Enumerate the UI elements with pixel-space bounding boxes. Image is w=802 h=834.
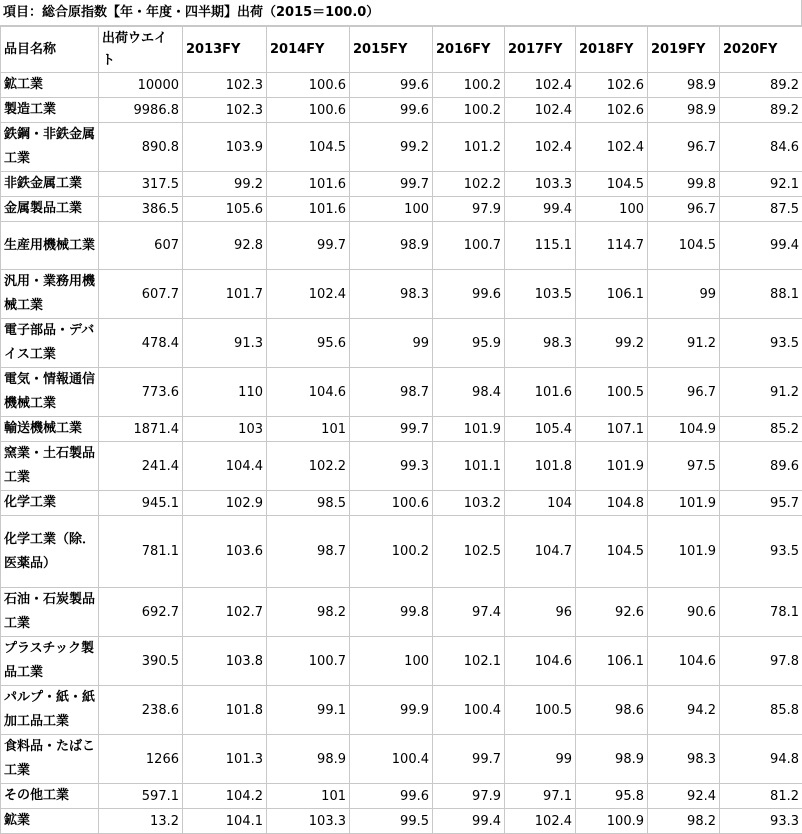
row-value-2013fy: 103.6 bbox=[183, 516, 267, 588]
row-value-2016fy: 97.4 bbox=[433, 588, 505, 637]
row-item-name: 化学工業（除．医薬品） bbox=[1, 516, 99, 588]
row-value-2014fy: 95.6 bbox=[267, 319, 350, 368]
table-row bbox=[1, 588, 802, 637]
row-weight: 10000 bbox=[99, 73, 183, 98]
row-value-2016fy: 97.9 bbox=[433, 784, 505, 809]
row-value-2018fy: 92.6 bbox=[576, 588, 648, 637]
row-item-name: 輸送機械工業 bbox=[1, 417, 99, 442]
row-value-2013fy: 99.2 bbox=[183, 172, 267, 197]
row-item-name: 石油・石炭製品工業 bbox=[1, 588, 99, 637]
row-value-2013fy: 104.1 bbox=[183, 809, 267, 834]
row-value-2013fy: 101.3 bbox=[183, 735, 267, 784]
row-value-2019fy: 99.8 bbox=[648, 172, 720, 197]
row-value-2013fy: 103.9 bbox=[183, 123, 267, 172]
row-value-2019fy: 98.3 bbox=[648, 735, 720, 784]
row-value-2017fy: 99.4 bbox=[505, 197, 576, 222]
row-value-2020fy: 92.1 bbox=[720, 172, 802, 197]
row-value-2018fy: 102.6 bbox=[576, 98, 648, 123]
header-row bbox=[1, 27, 802, 73]
row-weight: 238.6 bbox=[99, 686, 183, 735]
row-value-2020fy: 89.6 bbox=[720, 442, 802, 491]
header-2018fy: 2018FY bbox=[576, 27, 648, 73]
row-weight: 692.7 bbox=[99, 588, 183, 637]
row-value-2015fy: 99.7 bbox=[350, 172, 433, 197]
row-value-2014fy: 102.2 bbox=[267, 442, 350, 491]
row-value-2020fy: 81.2 bbox=[720, 784, 802, 809]
row-value-2018fy: 106.1 bbox=[576, 270, 648, 319]
row-value-2017fy: 102.4 bbox=[505, 98, 576, 123]
row-value-2015fy: 98.3 bbox=[350, 270, 433, 319]
row-value-2018fy: 106.1 bbox=[576, 637, 648, 686]
row-weight: 390.5 bbox=[99, 637, 183, 686]
row-value-2015fy: 99 bbox=[350, 319, 433, 368]
table-row bbox=[1, 686, 802, 735]
table-row bbox=[1, 491, 802, 516]
row-value-2020fy: 88.1 bbox=[720, 270, 802, 319]
header-weight: 出荷ウエイト bbox=[99, 27, 183, 73]
row-value-2018fy: 95.8 bbox=[576, 784, 648, 809]
row-value-2017fy: 102.4 bbox=[505, 809, 576, 834]
row-value-2017fy: 105.4 bbox=[505, 417, 576, 442]
table-row bbox=[1, 784, 802, 809]
table-row bbox=[1, 417, 802, 442]
row-value-2018fy: 100 bbox=[576, 197, 648, 222]
header-2014fy: 2014FY bbox=[267, 27, 350, 73]
row-value-2013fy: 102.9 bbox=[183, 491, 267, 516]
row-value-2013fy: 102.7 bbox=[183, 588, 267, 637]
row-value-2015fy: 99.9 bbox=[350, 686, 433, 735]
row-value-2014fy: 101 bbox=[267, 784, 350, 809]
row-value-2016fy: 100.7 bbox=[433, 222, 505, 270]
row-value-2014fy: 98.9 bbox=[267, 735, 350, 784]
row-value-2016fy: 99.6 bbox=[433, 270, 505, 319]
row-value-2019fy: 104.9 bbox=[648, 417, 720, 442]
table-row bbox=[1, 637, 802, 686]
row-weight: 317.5 bbox=[99, 172, 183, 197]
row-value-2015fy: 99.5 bbox=[350, 809, 433, 834]
table-row bbox=[1, 73, 802, 98]
row-value-2015fy: 100.4 bbox=[350, 735, 433, 784]
row-item-name: パルプ・紙・紙加工品工業 bbox=[1, 686, 99, 735]
row-value-2016fy: 95.9 bbox=[433, 319, 505, 368]
row-value-2015fy: 99.8 bbox=[350, 588, 433, 637]
row-value-2015fy: 98.7 bbox=[350, 368, 433, 417]
table-row bbox=[1, 319, 802, 368]
table-row bbox=[1, 197, 802, 222]
row-value-2015fy: 99.3 bbox=[350, 442, 433, 491]
row-value-2020fy: 84.6 bbox=[720, 123, 802, 172]
row-value-2016fy: 99.4 bbox=[433, 809, 505, 834]
row-value-2019fy: 94.2 bbox=[648, 686, 720, 735]
row-value-2016fy: 101.9 bbox=[433, 417, 505, 442]
row-item-name: 窯業・土石製品工業 bbox=[1, 442, 99, 491]
row-value-2020fy: 94.8 bbox=[720, 735, 802, 784]
row-value-2015fy: 99.7 bbox=[350, 417, 433, 442]
row-value-2013fy: 105.6 bbox=[183, 197, 267, 222]
row-value-2014fy: 101.6 bbox=[267, 172, 350, 197]
row-value-2018fy: 114.7 bbox=[576, 222, 648, 270]
row-value-2014fy: 100.7 bbox=[267, 637, 350, 686]
row-value-2016fy: 100.2 bbox=[433, 98, 505, 123]
row-value-2013fy: 92.8 bbox=[183, 222, 267, 270]
row-value-2016fy: 102.2 bbox=[433, 172, 505, 197]
row-item-name: 電気・情報通信機械工業 bbox=[1, 368, 99, 417]
row-value-2014fy: 100.6 bbox=[267, 98, 350, 123]
row-value-2019fy: 96.7 bbox=[648, 197, 720, 222]
row-value-2017fy: 99 bbox=[505, 735, 576, 784]
row-value-2013fy: 103.8 bbox=[183, 637, 267, 686]
row-item-name: 化学工業 bbox=[1, 491, 99, 516]
row-value-2018fy: 101.9 bbox=[576, 442, 648, 491]
row-value-2019fy: 98.9 bbox=[648, 98, 720, 123]
row-value-2017fy: 104.6 bbox=[505, 637, 576, 686]
row-value-2020fy: 85.8 bbox=[720, 686, 802, 735]
row-value-2020fy: 93.5 bbox=[720, 516, 802, 588]
row-value-2016fy: 101.1 bbox=[433, 442, 505, 491]
header-2016fy: 2016FY bbox=[433, 27, 505, 73]
row-item-name: 非鉄金属工業 bbox=[1, 172, 99, 197]
row-value-2019fy: 96.7 bbox=[648, 368, 720, 417]
row-item-name: 鉱業 bbox=[1, 809, 99, 834]
row-value-2014fy: 99.7 bbox=[267, 222, 350, 270]
table-row bbox=[1, 516, 802, 588]
row-weight: 890.8 bbox=[99, 123, 183, 172]
row-value-2016fy: 103.2 bbox=[433, 491, 505, 516]
row-value-2018fy: 99.2 bbox=[576, 319, 648, 368]
row-value-2020fy: 89.2 bbox=[720, 73, 802, 98]
row-value-2020fy: 78.1 bbox=[720, 588, 802, 637]
table-row bbox=[1, 172, 802, 197]
row-value-2015fy: 100 bbox=[350, 637, 433, 686]
row-value-2015fy: 99.2 bbox=[350, 123, 433, 172]
row-value-2016fy: 102.5 bbox=[433, 516, 505, 588]
table-row bbox=[1, 735, 802, 784]
row-value-2017fy: 97.1 bbox=[505, 784, 576, 809]
row-value-2016fy: 101.2 bbox=[433, 123, 505, 172]
row-value-2020fy: 99.4 bbox=[720, 222, 802, 270]
row-value-2019fy: 101.9 bbox=[648, 516, 720, 588]
row-value-2017fy: 102.4 bbox=[505, 123, 576, 172]
row-value-2014fy: 102.4 bbox=[267, 270, 350, 319]
row-value-2020fy: 87.5 bbox=[720, 197, 802, 222]
row-value-2014fy: 99.1 bbox=[267, 686, 350, 735]
header-2017fy: 2017FY bbox=[505, 27, 576, 73]
row-value-2013fy: 102.3 bbox=[183, 73, 267, 98]
row-value-2014fy: 101 bbox=[267, 417, 350, 442]
row-value-2013fy: 103 bbox=[183, 417, 267, 442]
row-value-2019fy: 98.9 bbox=[648, 73, 720, 98]
row-value-2013fy: 91.3 bbox=[183, 319, 267, 368]
row-value-2018fy: 98.6 bbox=[576, 686, 648, 735]
row-value-2017fy: 100.5 bbox=[505, 686, 576, 735]
row-value-2015fy: 98.9 bbox=[350, 222, 433, 270]
row-value-2018fy: 107.1 bbox=[576, 417, 648, 442]
row-value-2019fy: 98.2 bbox=[648, 809, 720, 834]
row-item-name: 汎用・業務用機械工業 bbox=[1, 270, 99, 319]
row-value-2020fy: 93.5 bbox=[720, 319, 802, 368]
row-value-2019fy: 91.2 bbox=[648, 319, 720, 368]
row-value-2014fy: 100.6 bbox=[267, 73, 350, 98]
table-row bbox=[1, 98, 802, 123]
row-value-2014fy: 101.6 bbox=[267, 197, 350, 222]
row-value-2017fy: 115.1 bbox=[505, 222, 576, 270]
row-value-2020fy: 91.2 bbox=[720, 368, 802, 417]
row-value-2020fy: 97.8 bbox=[720, 637, 802, 686]
row-weight: 241.4 bbox=[99, 442, 183, 491]
row-value-2018fy: 104.5 bbox=[576, 516, 648, 588]
row-value-2019fy: 90.6 bbox=[648, 588, 720, 637]
row-item-name: 生産用機械工業 bbox=[1, 222, 99, 270]
row-value-2018fy: 98.9 bbox=[576, 735, 648, 784]
row-item-name: 金属製品工業 bbox=[1, 197, 99, 222]
row-value-2018fy: 102.4 bbox=[576, 123, 648, 172]
row-weight: 781.1 bbox=[99, 516, 183, 588]
row-item-name: プラスチック製品工業 bbox=[1, 637, 99, 686]
row-value-2014fy: 98.5 bbox=[267, 491, 350, 516]
row-value-2017fy: 96 bbox=[505, 588, 576, 637]
row-value-2016fy: 100.4 bbox=[433, 686, 505, 735]
row-value-2019fy: 104.5 bbox=[648, 222, 720, 270]
table-row bbox=[1, 809, 802, 834]
row-value-2017fy: 101.8 bbox=[505, 442, 576, 491]
row-value-2020fy: 89.2 bbox=[720, 98, 802, 123]
row-value-2019fy: 101.9 bbox=[648, 491, 720, 516]
row-value-2017fy: 103.5 bbox=[505, 270, 576, 319]
row-value-2018fy: 102.6 bbox=[576, 73, 648, 98]
row-value-2015fy: 99.6 bbox=[350, 784, 433, 809]
row-value-2016fy: 99.7 bbox=[433, 735, 505, 784]
row-value-2018fy: 100.9 bbox=[576, 809, 648, 834]
data-table bbox=[0, 26, 802, 834]
row-item-name: その他工業 bbox=[1, 784, 99, 809]
row-value-2013fy: 101.7 bbox=[183, 270, 267, 319]
row-value-2013fy: 101.8 bbox=[183, 686, 267, 735]
header-item-name: 品目名称 bbox=[1, 27, 99, 73]
row-value-2013fy: 104.4 bbox=[183, 442, 267, 491]
row-value-2020fy: 95.7 bbox=[720, 491, 802, 516]
row-value-2017fy: 98.3 bbox=[505, 319, 576, 368]
table-row bbox=[1, 442, 802, 491]
table-row bbox=[1, 368, 802, 417]
row-weight: 773.6 bbox=[99, 368, 183, 417]
row-value-2014fy: 104.5 bbox=[267, 123, 350, 172]
row-weight: 13.2 bbox=[99, 809, 183, 834]
row-weight: 607 bbox=[99, 222, 183, 270]
row-value-2014fy: 98.7 bbox=[267, 516, 350, 588]
row-value-2019fy: 99 bbox=[648, 270, 720, 319]
row-value-2015fy: 100 bbox=[350, 197, 433, 222]
header-2020fy: 2020FY bbox=[720, 27, 802, 73]
row-value-2016fy: 102.1 bbox=[433, 637, 505, 686]
row-item-name: 鉱工業 bbox=[1, 73, 99, 98]
row-value-2013fy: 104.2 bbox=[183, 784, 267, 809]
row-value-2015fy: 99.6 bbox=[350, 98, 433, 123]
header-2013fy: 2013FY bbox=[183, 27, 267, 73]
table-row bbox=[1, 222, 802, 270]
row-value-2015fy: 100.6 bbox=[350, 491, 433, 516]
row-item-name: 鉄鋼・非鉄金属工業 bbox=[1, 123, 99, 172]
row-weight: 1871.4 bbox=[99, 417, 183, 442]
row-value-2019fy: 97.5 bbox=[648, 442, 720, 491]
row-value-2014fy: 104.6 bbox=[267, 368, 350, 417]
row-weight: 478.4 bbox=[99, 319, 183, 368]
table-row bbox=[1, 270, 802, 319]
row-item-name: 電子部品・デバイス工業 bbox=[1, 319, 99, 368]
row-weight: 1266 bbox=[99, 735, 183, 784]
row-value-2016fy: 98.4 bbox=[433, 368, 505, 417]
row-value-2013fy: 102.3 bbox=[183, 98, 267, 123]
row-value-2016fy: 97.9 bbox=[433, 197, 505, 222]
row-value-2018fy: 104.8 bbox=[576, 491, 648, 516]
row-value-2017fy: 103.3 bbox=[505, 172, 576, 197]
row-value-2017fy: 104.7 bbox=[505, 516, 576, 588]
row-item-name: 食料品・たばこ工業 bbox=[1, 735, 99, 784]
row-item-name: 製造工業 bbox=[1, 98, 99, 123]
row-value-2019fy: 92.4 bbox=[648, 784, 720, 809]
row-weight: 597.1 bbox=[99, 784, 183, 809]
row-value-2016fy: 100.2 bbox=[433, 73, 505, 98]
table-body bbox=[1, 73, 802, 834]
row-value-2017fy: 102.4 bbox=[505, 73, 576, 98]
row-value-2020fy: 85.2 bbox=[720, 417, 802, 442]
row-value-2018fy: 100.5 bbox=[576, 368, 648, 417]
table-row bbox=[1, 123, 802, 172]
row-value-2018fy: 104.5 bbox=[576, 172, 648, 197]
row-weight: 607.7 bbox=[99, 270, 183, 319]
row-value-2014fy: 98.2 bbox=[267, 588, 350, 637]
row-value-2019fy: 104.6 bbox=[648, 637, 720, 686]
row-weight: 9986.8 bbox=[99, 98, 183, 123]
row-value-2017fy: 101.6 bbox=[505, 368, 576, 417]
row-value-2015fy: 100.2 bbox=[350, 516, 433, 588]
row-value-2017fy: 104 bbox=[505, 491, 576, 516]
row-value-2014fy: 103.3 bbox=[267, 809, 350, 834]
row-value-2019fy: 96.7 bbox=[648, 123, 720, 172]
row-weight: 945.1 bbox=[99, 491, 183, 516]
row-weight: 386.5 bbox=[99, 197, 183, 222]
header-2019fy: 2019FY bbox=[648, 27, 720, 73]
row-value-2020fy: 93.3 bbox=[720, 809, 802, 834]
row-value-2015fy: 99.6 bbox=[350, 73, 433, 98]
table-title: 項目：総合原指数【年・年度・四半期】出荷（2015＝100.0） bbox=[0, 0, 802, 26]
row-value-2013fy: 110 bbox=[183, 368, 267, 417]
header-2015fy: 2015FY bbox=[350, 27, 433, 73]
